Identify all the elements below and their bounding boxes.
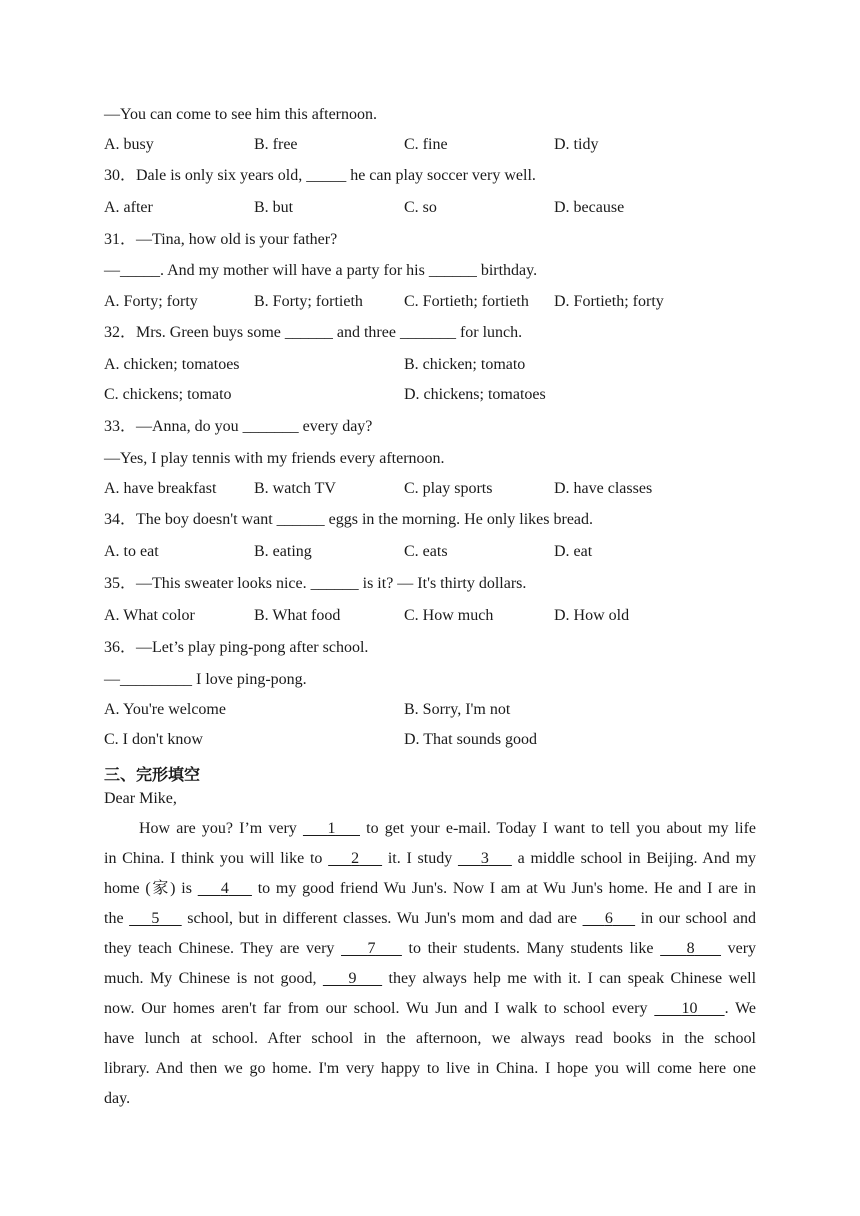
- passage-line: day.: [104, 1090, 131, 1107]
- cloze-passage: [104, 819, 756, 1119]
- option-c[interactable]: C. Fortieth; fortieth: [404, 293, 529, 310]
- cloze-blank-2[interactable]: 2: [351, 850, 360, 867]
- cloze-blank-10[interactable]: 10: [681, 1000, 698, 1017]
- option-b[interactable]: B. Forty; fortieth: [254, 293, 363, 310]
- option-a[interactable]: A. What color: [104, 607, 195, 624]
- q36-stem: 36．—Let’s play ping-pong after school.: [104, 639, 369, 656]
- option-d[interactable]: D. chickens; tomatoes: [404, 386, 546, 403]
- q30-stem: 30．Dale is only six years old, _____ he can play soccer very well.: [104, 167, 536, 184]
- option-b[interactable]: B. What food: [254, 607, 341, 624]
- passage-line: home (家) is 4 to my good friend Wu Jun's. Now I am at Wu Jun's home. He and I are in: [104, 880, 757, 897]
- passage-line: have lunch at school. After school in the afternoon, we always read books in the school: [104, 1030, 756, 1047]
- q31-stem: 31．—Tina, how old is your father?: [104, 231, 338, 248]
- cloze-blank-3[interactable]: 3: [480, 850, 489, 867]
- option-a[interactable]: A. chicken; tomatoes: [104, 356, 240, 373]
- section-heading: 三、完形填空: [104, 765, 201, 784]
- option-b[interactable]: B. chicken; tomato: [404, 356, 526, 373]
- cloze-blank-1[interactable]: 1: [327, 820, 336, 837]
- q31-answer-line: —_____. And my mother will have a party for his ______ birthday.: [104, 262, 538, 279]
- q33-stem: 33．—Anna, do you _______ every day?: [104, 418, 373, 435]
- cloze-blank-6[interactable]: 6: [604, 910, 613, 927]
- option-a[interactable]: A. busy: [104, 136, 154, 153]
- option-b[interactable]: B. watch TV: [254, 480, 336, 497]
- q36-answer-line: —_________ I love ping-pong.: [104, 671, 307, 688]
- option-c[interactable]: C. so: [404, 199, 437, 216]
- option-b[interactable]: B. Sorry, I'm not: [404, 701, 511, 718]
- passage-line: the 5 school, but in different classes. Wu Jun's mom and dad are 6 in our school and: [104, 910, 757, 927]
- option-b[interactable]: B. free: [254, 136, 298, 153]
- q33-answer-line: —Yes, I play tennis with my friends every afternoon.: [104, 450, 445, 467]
- cloze-blank-8[interactable]: 8: [686, 940, 695, 957]
- passage-line: now. Our homes aren't far from our school. Wu Jun and I walk to school every 10 . We: [104, 1000, 757, 1017]
- q36-options-row2: [104, 730, 764, 750]
- option-d[interactable]: D. tidy: [554, 136, 599, 153]
- option-c[interactable]: C. eats: [404, 543, 448, 560]
- q35-stem: 35．—This sweater looks nice. ______ is it? — It's thirty dollars.: [104, 575, 527, 592]
- option-a[interactable]: A. You're welcome: [104, 701, 226, 718]
- q34-stem: 34．The boy doesn't want ______ eggs in the morning. He only likes bread.: [104, 511, 594, 528]
- option-c[interactable]: C. chickens; tomato: [104, 386, 232, 403]
- option-a[interactable]: A. to eat: [104, 543, 159, 560]
- option-d[interactable]: D. How old: [554, 607, 630, 624]
- passage-line: much. My Chinese is not good, 9 they always help me with it. I can speak Chinese well: [104, 970, 757, 987]
- option-d[interactable]: D. Fortieth; forty: [554, 293, 664, 310]
- passage-line: How are you? I’m very 1 to get your e-mail. Today I want to tell you about my life: [139, 820, 757, 837]
- option-a[interactable]: A. have breakfast: [104, 480, 217, 497]
- option-c[interactable]: C. I don't know: [104, 731, 203, 748]
- option-d[interactable]: D. That sounds good: [404, 731, 538, 748]
- q31-options: [104, 292, 764, 312]
- option-a[interactable]: A. after: [104, 199, 153, 216]
- cloze-blank-4[interactable]: 4: [220, 880, 229, 897]
- q29-answer-line: —You can come to see him this afternoon.: [104, 106, 377, 123]
- q32-stem: 32．Mrs. Green buys some ______ and three _______ for lunch.: [104, 324, 523, 341]
- q35-options: [104, 606, 764, 626]
- q36-options-row1: [104, 700, 764, 720]
- passage-line: library. And then we go home. I'm very happy to live in China. I hope you will come here one: [104, 1060, 756, 1077]
- option-c[interactable]: C. fine: [404, 136, 448, 153]
- option-d[interactable]: D. have classes: [554, 480, 653, 497]
- option-b[interactable]: B. but: [254, 199, 294, 216]
- passage-line: they teach Chinese. They are very 7 to their students. Many students like 8 very: [104, 940, 757, 957]
- option-b[interactable]: B. eating: [254, 543, 312, 560]
- q32-options-row2: [104, 385, 764, 405]
- cloze-blank-5[interactable]: 5: [151, 910, 160, 927]
- option-d[interactable]: D. because: [554, 199, 625, 216]
- option-c[interactable]: C. play sports: [404, 480, 493, 497]
- q29-options: [104, 135, 764, 155]
- q34-options: [104, 542, 764, 562]
- option-c[interactable]: C. How much: [404, 607, 494, 624]
- option-a[interactable]: A. Forty; forty: [104, 293, 198, 310]
- passage-line: in China. I think you will like to 2 it. I study 3 a middle school in Beijing. And my: [104, 850, 757, 867]
- cloze-blank-9[interactable]: 9: [348, 970, 357, 987]
- letter-salutation: Dear Mike,: [104, 790, 177, 807]
- cloze-blank-7[interactable]: 7: [367, 940, 376, 957]
- option-d[interactable]: D. eat: [554, 543, 593, 560]
- q33-options: [104, 479, 764, 499]
- q32-options-row1: [104, 355, 764, 375]
- q30-options: [104, 198, 764, 218]
